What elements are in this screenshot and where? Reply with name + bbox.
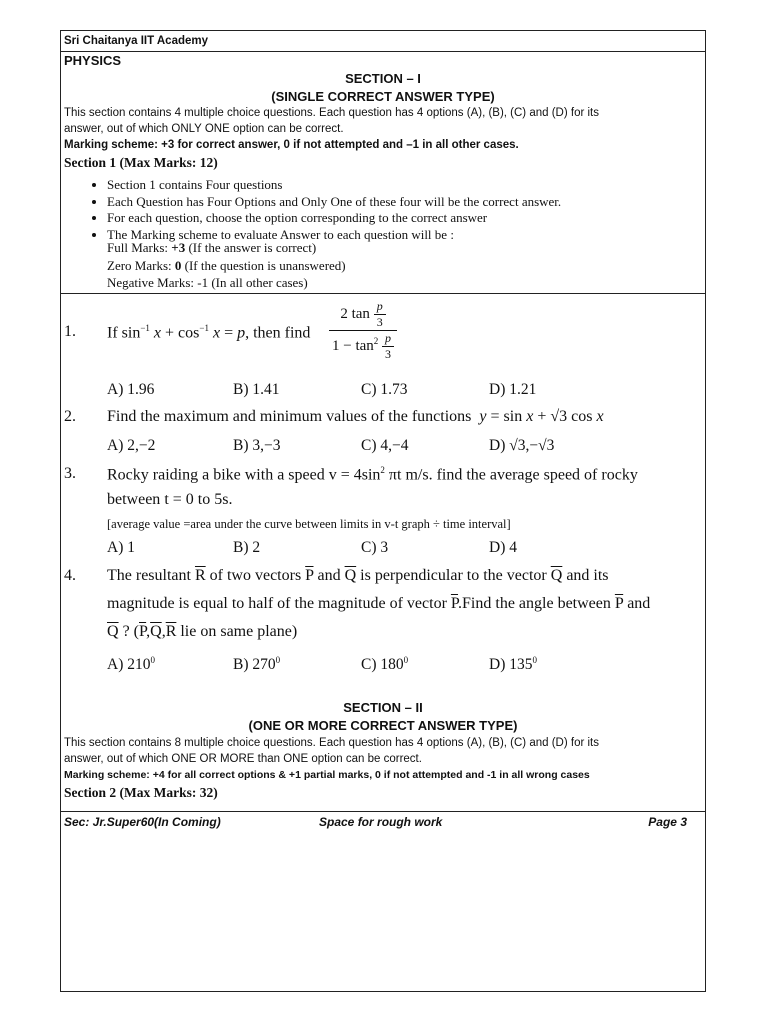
- footer-divider: [61, 811, 705, 812]
- section1-subtitle: (SINGLE CORRECT ANSWER TYPE): [271, 89, 495, 104]
- instructions-divider: [61, 293, 705, 294]
- question-3-option-a[interactable]: A) 1: [107, 539, 135, 556]
- section2-title: SECTION – II: [343, 700, 423, 715]
- question-3-text: Rocky raiding a bike with a speed $v = 4\sin^2$ πt m/s. find the average speed of rocky: [107, 465, 638, 484]
- question-4-option-d[interactable]: D) $135^0$: [489, 655, 537, 674]
- section2-desc-line2: answer, out of which ONE OR MORE than ONE option can be correct.: [64, 753, 422, 765]
- question-1-option-a[interactable]: A) 1.96: [107, 381, 155, 398]
- footer-rough-work: Space for rough work: [319, 815, 443, 829]
- question-1-fraction: 2 tan $\frac{p}{3}$ $1 - \tan^2$ $\frac{p}{3}$: [329, 299, 397, 362]
- section2-desc-line1: This section contains 8 multiple choice questions. Each question has 4 options (A), (B), (C) and (D) for its: [64, 737, 599, 749]
- section2-max-marks: Section 2 (Max Marks: 32): [64, 785, 218, 800]
- question-3-option-c[interactable]: C) 3: [361, 539, 389, 556]
- question-4-line1: The resultant $\overline{R}$ of two vectors $\overline{P}$ and $\overline{Q}$ is perpendicular to the vector $\overline{Q}$ and its: [107, 567, 609, 584]
- section1-title: SECTION – I: [345, 71, 421, 86]
- header-divider: [61, 51, 705, 52]
- question-2-option-c[interactable]: C) 4,−4: [361, 437, 409, 454]
- question-2-text: Find the maximum and minimum values of the functions y = sin x + √3 cos x: [107, 408, 604, 425]
- question-3-number: 3.: [64, 465, 76, 482]
- question-4-option-c[interactable]: C) $180^0$: [361, 655, 409, 674]
- negative-marks-line: Negative Marks: -1 (In all other cases): [107, 275, 308, 290]
- question-1-number: 1.: [64, 323, 76, 340]
- question-1-option-d[interactable]: D) 1.21: [489, 381, 537, 398]
- instruction-item: • For each question, choose the option corresponding to the correct answer: [107, 210, 561, 227]
- subject-title: PHYSICS: [64, 53, 122, 68]
- academy-name: Sri Chaitanya IIT Academy: [64, 35, 209, 47]
- question-4-option-b[interactable]: B) $270^0$: [233, 655, 281, 674]
- instruction-item: • Each Question has Four Options and Only One of these four will be the correct answer.: [107, 194, 561, 211]
- question-3-line2: between t = 0 to 5s.: [107, 491, 233, 508]
- footer-page-number: Page 3: [648, 815, 687, 829]
- question-1-text: If $\sin^{-1} x + \cos^{-1} x = p$, then find: [107, 323, 311, 342]
- section2-marking-scheme: Marking scheme: +4 for all correct options & +1 partial marks, 0 if not attempted and -1 in all wrong cases: [64, 769, 590, 781]
- section1-instructions: [85, 177, 561, 243]
- zero-marks-line: Zero Marks: 0 (If the question is unanswered): [107, 258, 346, 273]
- question-2-option-d[interactable]: D) √3,−√3: [489, 437, 555, 454]
- question-2-option-b[interactable]: B) 3,−3: [233, 437, 281, 454]
- question-4-option-a[interactable]: A) $210^0$: [107, 655, 155, 674]
- question-2-number: 2.: [64, 408, 76, 425]
- section1-marking-scheme: Marking scheme: +3 for correct answer, 0 if not attempted and –1 in all other cases.: [64, 139, 519, 151]
- instruction-item: • Section 1 contains Four questions: [107, 177, 561, 194]
- question-4-line3: $\overline{Q}$ ? ($\overline{P},\overline{Q},\overline{R}$ lie on same plane): [107, 623, 298, 640]
- full-marks-line: Full Marks: +3 (If the answer is correct): [107, 240, 317, 255]
- question-2-option-a[interactable]: A) 2,−2: [107, 437, 156, 454]
- question-3-hint: [average value =area under the curve between limits in v-t graph ÷ time interval]: [107, 517, 511, 531]
- section1-max-marks: Section 1 (Max Marks: 12): [64, 155, 218, 170]
- section1-desc-line1: This section contains 4 multiple choice questions. Each question has 4 options (A), (B), (C) and (D) for its: [64, 107, 599, 119]
- instruction-item: • The Marking scheme to evaluate Answer to each question will be :: [107, 227, 561, 244]
- question-4-number: 4.: [64, 567, 76, 584]
- question-3-option-b[interactable]: B) 2: [233, 539, 261, 556]
- question-1-option-b[interactable]: B) 1.41: [233, 381, 280, 398]
- question-1-option-c[interactable]: C) 1.73: [361, 381, 408, 398]
- question-4-line2: magnitude is equal to half of the magnitude of vector $\overline{P}.Find$ the angle between $\overline{P}$ and: [107, 595, 651, 612]
- question-3-option-d[interactable]: D) 4: [489, 539, 517, 556]
- section1-desc-line2: answer, out of which ONLY ONE option can be correct.: [64, 123, 344, 135]
- section2-subtitle: (ONE OR MORE CORRECT ANSWER TYPE): [248, 718, 518, 733]
- footer-section-code: Sec: Jr.Super60(In Coming): [64, 815, 221, 829]
- page-frame: [60, 30, 706, 992]
